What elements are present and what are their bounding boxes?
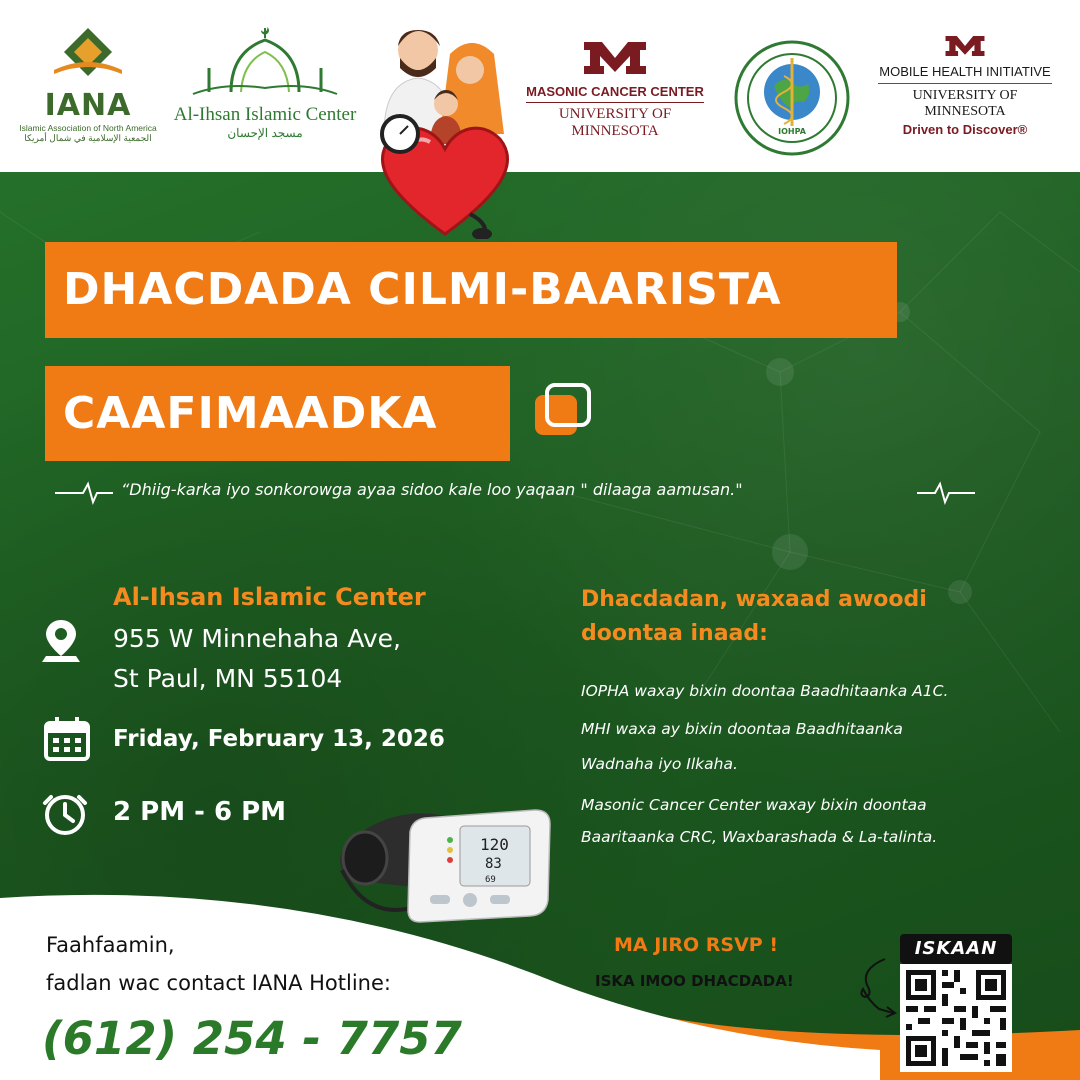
checkbox-icon: [533, 383, 593, 438]
title-banner-line2: CAAFIMAADKA: [45, 366, 510, 461]
calendar-icon: [43, 716, 91, 762]
title-banner-line1: DHACDADA CILMI-BAARISTA: [45, 242, 897, 338]
offering-item: MHI waxa ay bixin doontaa Baadhitaanka: [581, 720, 903, 738]
offering-item: IOPHA waxay bixin doontaa Baadhitaanka A1C.: [581, 682, 949, 700]
rsvp-title: MA JIRO RSVP !: [614, 934, 778, 956]
iana-logo: [18, 24, 158, 149]
ihsan-name: Al-Ihsan Islamic Center: [173, 104, 357, 125]
quote-text: “Dhiig-karka iyo sonkorowga ayaa sidoo kale loo yaqaan " dilaaga aamusan.": [121, 480, 743, 499]
ihsan-arabic: مسجد الإحسان: [227, 126, 303, 140]
masonic-logo: [520, 38, 710, 138]
address-line2: St Paul, MN 55104: [113, 664, 343, 693]
event-time: 2 PM - 6 PM: [113, 797, 287, 827]
masonic-line2: UNIVERSITY OF MINNESOTA: [526, 102, 704, 140]
clock-icon: [41, 791, 89, 837]
heartbeat-line-icon: [917, 478, 975, 508]
family-heart-icon: [370, 14, 520, 239]
umn-m-icon: [580, 38, 650, 78]
mhi-line2: UNIVERSITY OF MINNESOTA: [878, 83, 1052, 120]
iopha-logo: [730, 36, 860, 161]
mhi-line1: MOBILE HEALTH INITIATIVE: [879, 64, 1051, 79]
mhi-line3: Driven to Discover®: [902, 122, 1028, 137]
rsvp-subtitle: ISKA IMOO DHACDADA!: [595, 972, 794, 990]
family-heart-illustration: [370, 14, 520, 239]
contact-line2: fadlan wac contact IANA Hotline:: [46, 971, 391, 995]
offering-item: Wadnaha iyo Ilkaha.: [581, 755, 738, 773]
quote-line: [55, 478, 975, 508]
qr-code-icon[interactable]: [900, 964, 1012, 1072]
curly-arrow-icon: [855, 955, 900, 1020]
scan-label: ISKAAN: [900, 934, 1012, 964]
iana-subtitle: Islamic Association of North America: [19, 123, 157, 133]
mhi-logo: [870, 32, 1060, 142]
header-logo-strip: [0, 0, 1080, 172]
monitor-dia-value: 83: [485, 856, 502, 872]
offering-item: Masonic Cancer Center waxay bixin doontaa: [581, 796, 927, 814]
contact-line1: Faahfaamin,: [46, 933, 175, 957]
blood-pressure-monitor-illustration: [330, 780, 555, 930]
ihsan-logo: [170, 22, 360, 152]
heartbeat-line-icon: [55, 478, 113, 508]
hotline-phone-number[interactable]: (612) 254 - 7757: [42, 1012, 462, 1065]
offering-item: Baaritaanka CRC, Waxbarashada & La-talinta.: [581, 828, 938, 846]
address-line1: 955 W Minnehaha Ave,: [113, 624, 401, 653]
iana-arabic: الجمعية الإسلامية في شمال أمريكا: [24, 133, 152, 143]
iana-emblem-icon: [48, 24, 128, 84]
event-date: Friday, February 13, 2026: [113, 726, 445, 752]
venue-name: Al-Ihsan Islamic Center: [113, 583, 426, 611]
masonic-line1: MASONIC CANCER CENTER: [526, 84, 704, 99]
mosque-dome-icon: [185, 22, 345, 102]
location-pin-icon: [42, 618, 80, 664]
offerings-title-line1: Dhacdadan, waxaad awoodi: [581, 587, 927, 612]
offerings-title-line2: doontaa inaad:: [581, 621, 768, 646]
umn-m-icon: [943, 32, 987, 60]
iana-wordmark: IANA: [44, 88, 132, 123]
monitor-sys-value: 120: [480, 835, 509, 854]
iopha-seal-icon: [730, 36, 860, 161]
iopha-label: IOHPA: [778, 127, 806, 136]
monitor-pulse-value: 69: [485, 875, 496, 885]
